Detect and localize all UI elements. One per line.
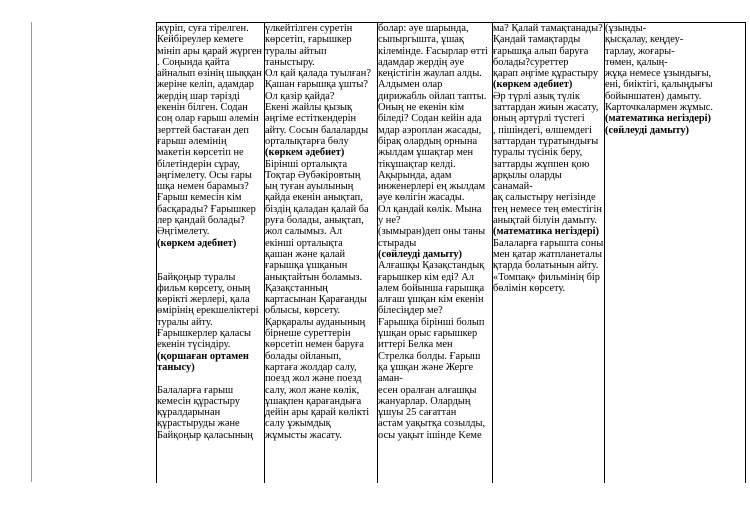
text-line: картаға жолдар салу,: [265, 361, 357, 373]
text-line: Әңгімелету.: [157, 226, 210, 238]
text-line: инженерлері ең жылдам: [378, 181, 486, 193]
text-line: Стрелка болды. Ғарыш: [378, 350, 481, 362]
text-line: макетін көрсетіп не: [157, 147, 244, 159]
text-line: ақ салыстыру негізінде: [493, 192, 596, 204]
text-line: адамдар жердің әуе: [378, 56, 465, 68]
text-line: осы уақыт ішінде Keме: [378, 429, 482, 441]
text-line: ғарыш әлемінің: [157, 135, 227, 147]
text-line: (қоршаған ортамен: [157, 350, 249, 362]
text-line: заттардан тұратындығы: [493, 135, 599, 147]
text-line: жол салымыз. Ал: [265, 226, 342, 238]
text-line: Алдымен олар: [378, 79, 443, 91]
text-line: бойыншатен) дамыту.: [605, 90, 702, 102]
text-line: туралы түсінік беру,: [493, 147, 583, 159]
text-line: ғарышкер кім еді? Ал: [378, 271, 474, 283]
text-line: білесіңдер ме?: [378, 305, 443, 317]
text-line: Әр түрлі азық түлік: [493, 90, 580, 102]
table-column-1: [156, 23, 264, 483]
text-line: әлем бойынша ғарышқа: [378, 282, 485, 294]
text-line: есен оралған алғашқы: [378, 384, 477, 396]
text-line: анықтай білуін дамыту.: [493, 215, 597, 227]
text-line: тең немесе тең еместігін: [493, 203, 602, 215]
text-line: облысы, көрсету.: [265, 305, 341, 317]
text-line: Алғашқы Қазақстандық: [378, 260, 485, 272]
text-line: Бірінші орталықта: [265, 158, 348, 170]
text-line: мдар аэроплан жасады,: [378, 124, 482, 136]
text-line: Ол қай қалада туылған?: [265, 68, 371, 80]
text-line: Ғарышкерлер қаласы: [157, 328, 251, 340]
text-line: (зымыран)деп оны таны: [378, 226, 486, 238]
text-line: жұмысты жасату.: [265, 429, 342, 441]
text-line: айналып өзінің шыққан: [157, 68, 262, 80]
text-line: кемесін құрастыру: [157, 395, 240, 407]
text-line: фильм көрсету, оның: [157, 282, 251, 294]
text-line: туралы айту.: [157, 316, 213, 328]
text-line: поезд жол және поезд: [265, 373, 362, 385]
lesson-plan-table: [156, 22, 746, 483]
text-line: жердің шар тәрізді: [157, 90, 240, 102]
text-line: кеңістігін жаулап алды.: [378, 68, 482, 80]
text-line: алғаш ұшқан кім екенін: [378, 294, 484, 306]
text-line: бірнеше суреттерін: [265, 328, 351, 340]
text-line: екенін түсіндіру.: [157, 339, 231, 351]
text-line: сыпыргышта, ұшақ: [378, 34, 464, 46]
text-line: көрсетіп, ғарышкер: [265, 34, 352, 46]
text-line: ұшақпен қарағандыға: [265, 395, 362, 407]
text-line: өмірінің ерекшеліктері: [157, 305, 259, 317]
text-line: жүріп, суға тірелген.: [157, 23, 249, 34]
text-line: иттері Белка мен: [378, 339, 453, 351]
text-line: (сөйлеуді дамыту): [378, 248, 462, 260]
text-line: арқылы оларды: [493, 169, 562, 181]
text-line: (көркем әдебиет): [493, 79, 573, 91]
text-line: стырады: [378, 237, 417, 249]
text-line: (көркем әдебиет): [265, 147, 345, 159]
text-line: көрсетіп немен баруға: [265, 339, 364, 351]
text-line: жануарлар. Олардың: [378, 395, 471, 407]
text-line: Ғарыш кемесін кім: [157, 192, 242, 204]
text-line: Ол қандай көлік. Мына: [378, 203, 482, 215]
text-line: ені, биіктігі, қалыңдығы: [605, 79, 713, 91]
text-line: екінші орталықта: [265, 237, 343, 249]
text-line: қысқалау, кеңдеу-: [605, 34, 684, 46]
text-line: (сөйлеуді дамыту): [605, 124, 689, 136]
text-line: Оның не екенін кім: [378, 102, 465, 114]
text-line: болады?суреттер: [493, 56, 569, 68]
text-line: Балаларға ғарышта соны: [493, 237, 604, 249]
text-line: туралы айтып: [265, 45, 327, 57]
text-line: бөлімін көрсету.: [493, 282, 566, 294]
text-line: танысу): [157, 361, 195, 373]
text-line: заттардан жиын жасату,: [493, 102, 599, 114]
text-line: оның әртүрлі түстегі: [493, 113, 585, 125]
text-line: картасынан Қарағанды: [265, 294, 367, 306]
text-line: у не?: [378, 215, 401, 227]
text-line: қтарда болатынын айту.: [493, 260, 599, 272]
text-line: дирижабль ойлап тапты.: [378, 90, 487, 102]
text-line: қа ұшқан және Жерге: [378, 361, 474, 373]
text-line: салу, жол және көлік,: [265, 384, 360, 396]
table-column-3: [377, 23, 492, 483]
text-line: мен қатар жатпланеталы: [493, 248, 602, 260]
text-line: көрікті жерлері, қала: [157, 294, 250, 306]
text-line: аман-: [378, 373, 403, 385]
text-line: астам уақытқа созылды,: [378, 418, 486, 430]
text-line: әңгіме естіткендерін: [265, 113, 357, 125]
text-line: , пішіндегі, өлшемдегі: [493, 124, 592, 136]
text-line: (ұзынды-: [605, 23, 647, 34]
text-line: соң олар ғарыш әлемін: [157, 113, 259, 125]
text-line: жұқа немесе ұзындығы,: [605, 68, 712, 80]
text-line: құрастыруды және: [157, 418, 240, 430]
text-line: (математика негіздері): [605, 113, 711, 125]
text-line: Байқоңыр туралы: [157, 271, 236, 283]
text-line: салу ұжымдық: [265, 418, 331, 430]
text-line: Карточкалармен жұмыс.: [605, 102, 713, 114]
text-line: Қарқаралы ауданының: [265, 316, 366, 328]
text-line: Қандай тамақтарды: [493, 34, 581, 46]
text-line: мініп ары қарай жүрген: [157, 45, 262, 57]
text-line: біледі? Содан кейін ада: [378, 113, 482, 125]
text-line: анықтайтын боламыз.: [265, 271, 363, 283]
text-line: білетіндерін сұрау,: [157, 158, 240, 170]
text-line: құралдарынан: [157, 407, 221, 419]
text-line: болады ойланып,: [265, 350, 342, 362]
text-line: болар: әуе шарында,: [378, 23, 469, 34]
left-margin-rule: [31, 22, 32, 482]
text-line: дейін ары қарай көлікті: [265, 407, 370, 419]
text-line: Қазақстанның: [265, 282, 328, 294]
text-line: Байқоңыр қаласының: [157, 429, 253, 441]
table-column-4: [492, 23, 604, 483]
text-line: Ақырында, адам: [378, 169, 452, 181]
text-line: [157, 260, 264, 271]
text-line: шқа немен барамыз?: [157, 181, 249, 193]
text-line: таныстыру.: [265, 56, 315, 68]
text-line: ың туған ауылының: [265, 181, 354, 193]
text-line: екенін білген. Содан: [157, 102, 248, 114]
text-line: қайда екенін анықтап,: [265, 192, 363, 204]
text-line: Балаларға ғарыш: [157, 384, 234, 396]
text-line: кілемінде. Ғасырлар өтті: [378, 45, 488, 57]
text-line: төмен, қалың-: [605, 56, 668, 68]
text-line: ұшуы 25 сағаттан: [378, 407, 457, 419]
text-line: жылдам ұшақтар мен: [378, 147, 474, 159]
text-line: ұшқан орыс ғарышкер: [378, 328, 478, 340]
text-line: Екені жайлы қызық: [265, 102, 353, 114]
text-line: лер қандай болады?: [157, 215, 245, 227]
text-line: Ол қазір қайда?: [265, 90, 335, 102]
text-line: қашан және қалай: [265, 248, 346, 260]
text-line: [157, 249, 264, 260]
text-line: басқарады? Ғарышкер: [157, 203, 256, 215]
text-line: айту. Сосын балаларды: [265, 124, 369, 136]
text-line: ғарышқа алып баруға: [493, 45, 589, 57]
text-line: «Томпақ» фильмінің бір: [493, 271, 601, 283]
text-line: Қашан ғарышқа ұшты?: [265, 79, 368, 91]
text-line: тарлау, жоғары-: [605, 45, 675, 57]
text-line: [157, 373, 264, 384]
text-line: санамай-: [493, 181, 533, 193]
text-line: орталықтарға бөлу: [265, 135, 349, 147]
text-line: Тоқтар Әубәкіровтың: [265, 169, 361, 181]
text-line: тікұшақтар келді.: [378, 158, 456, 170]
text-line: үлкейтілген суретін: [265, 23, 353, 34]
text-line: (көркем әдебиет): [157, 237, 237, 249]
text-line: жеріне келіп, адамдар: [157, 79, 254, 91]
text-line: біздің қаладан қалай ба: [265, 203, 369, 215]
text-line: зерттей бастаған деп: [157, 124, 249, 136]
text-line: ғарышқа ұшқанын: [265, 260, 348, 272]
text-line: қарап әңгіме құрастыру: [493, 68, 599, 80]
text-line: әңгімелету. Осы ғары: [157, 169, 252, 181]
text-line: Ғарышқа бірінші болып: [378, 316, 485, 328]
text-line: . Соңында қайта: [157, 56, 230, 68]
table-column-2: [264, 23, 377, 483]
text-line: бірақ олардың орнына: [378, 135, 478, 147]
text-line: ма? Қалай тамақтанады?: [493, 23, 603, 34]
text-line: Кейбіреулер кемеге: [157, 34, 244, 46]
text-line: заттарды жұппен қою: [493, 158, 590, 170]
table-column-5: [604, 23, 746, 483]
text-line: әуе көлігін жасады.: [378, 192, 465, 204]
text-line: (математика негіздері): [493, 226, 599, 238]
text-line: руға болады, анықтап,: [265, 215, 364, 227]
